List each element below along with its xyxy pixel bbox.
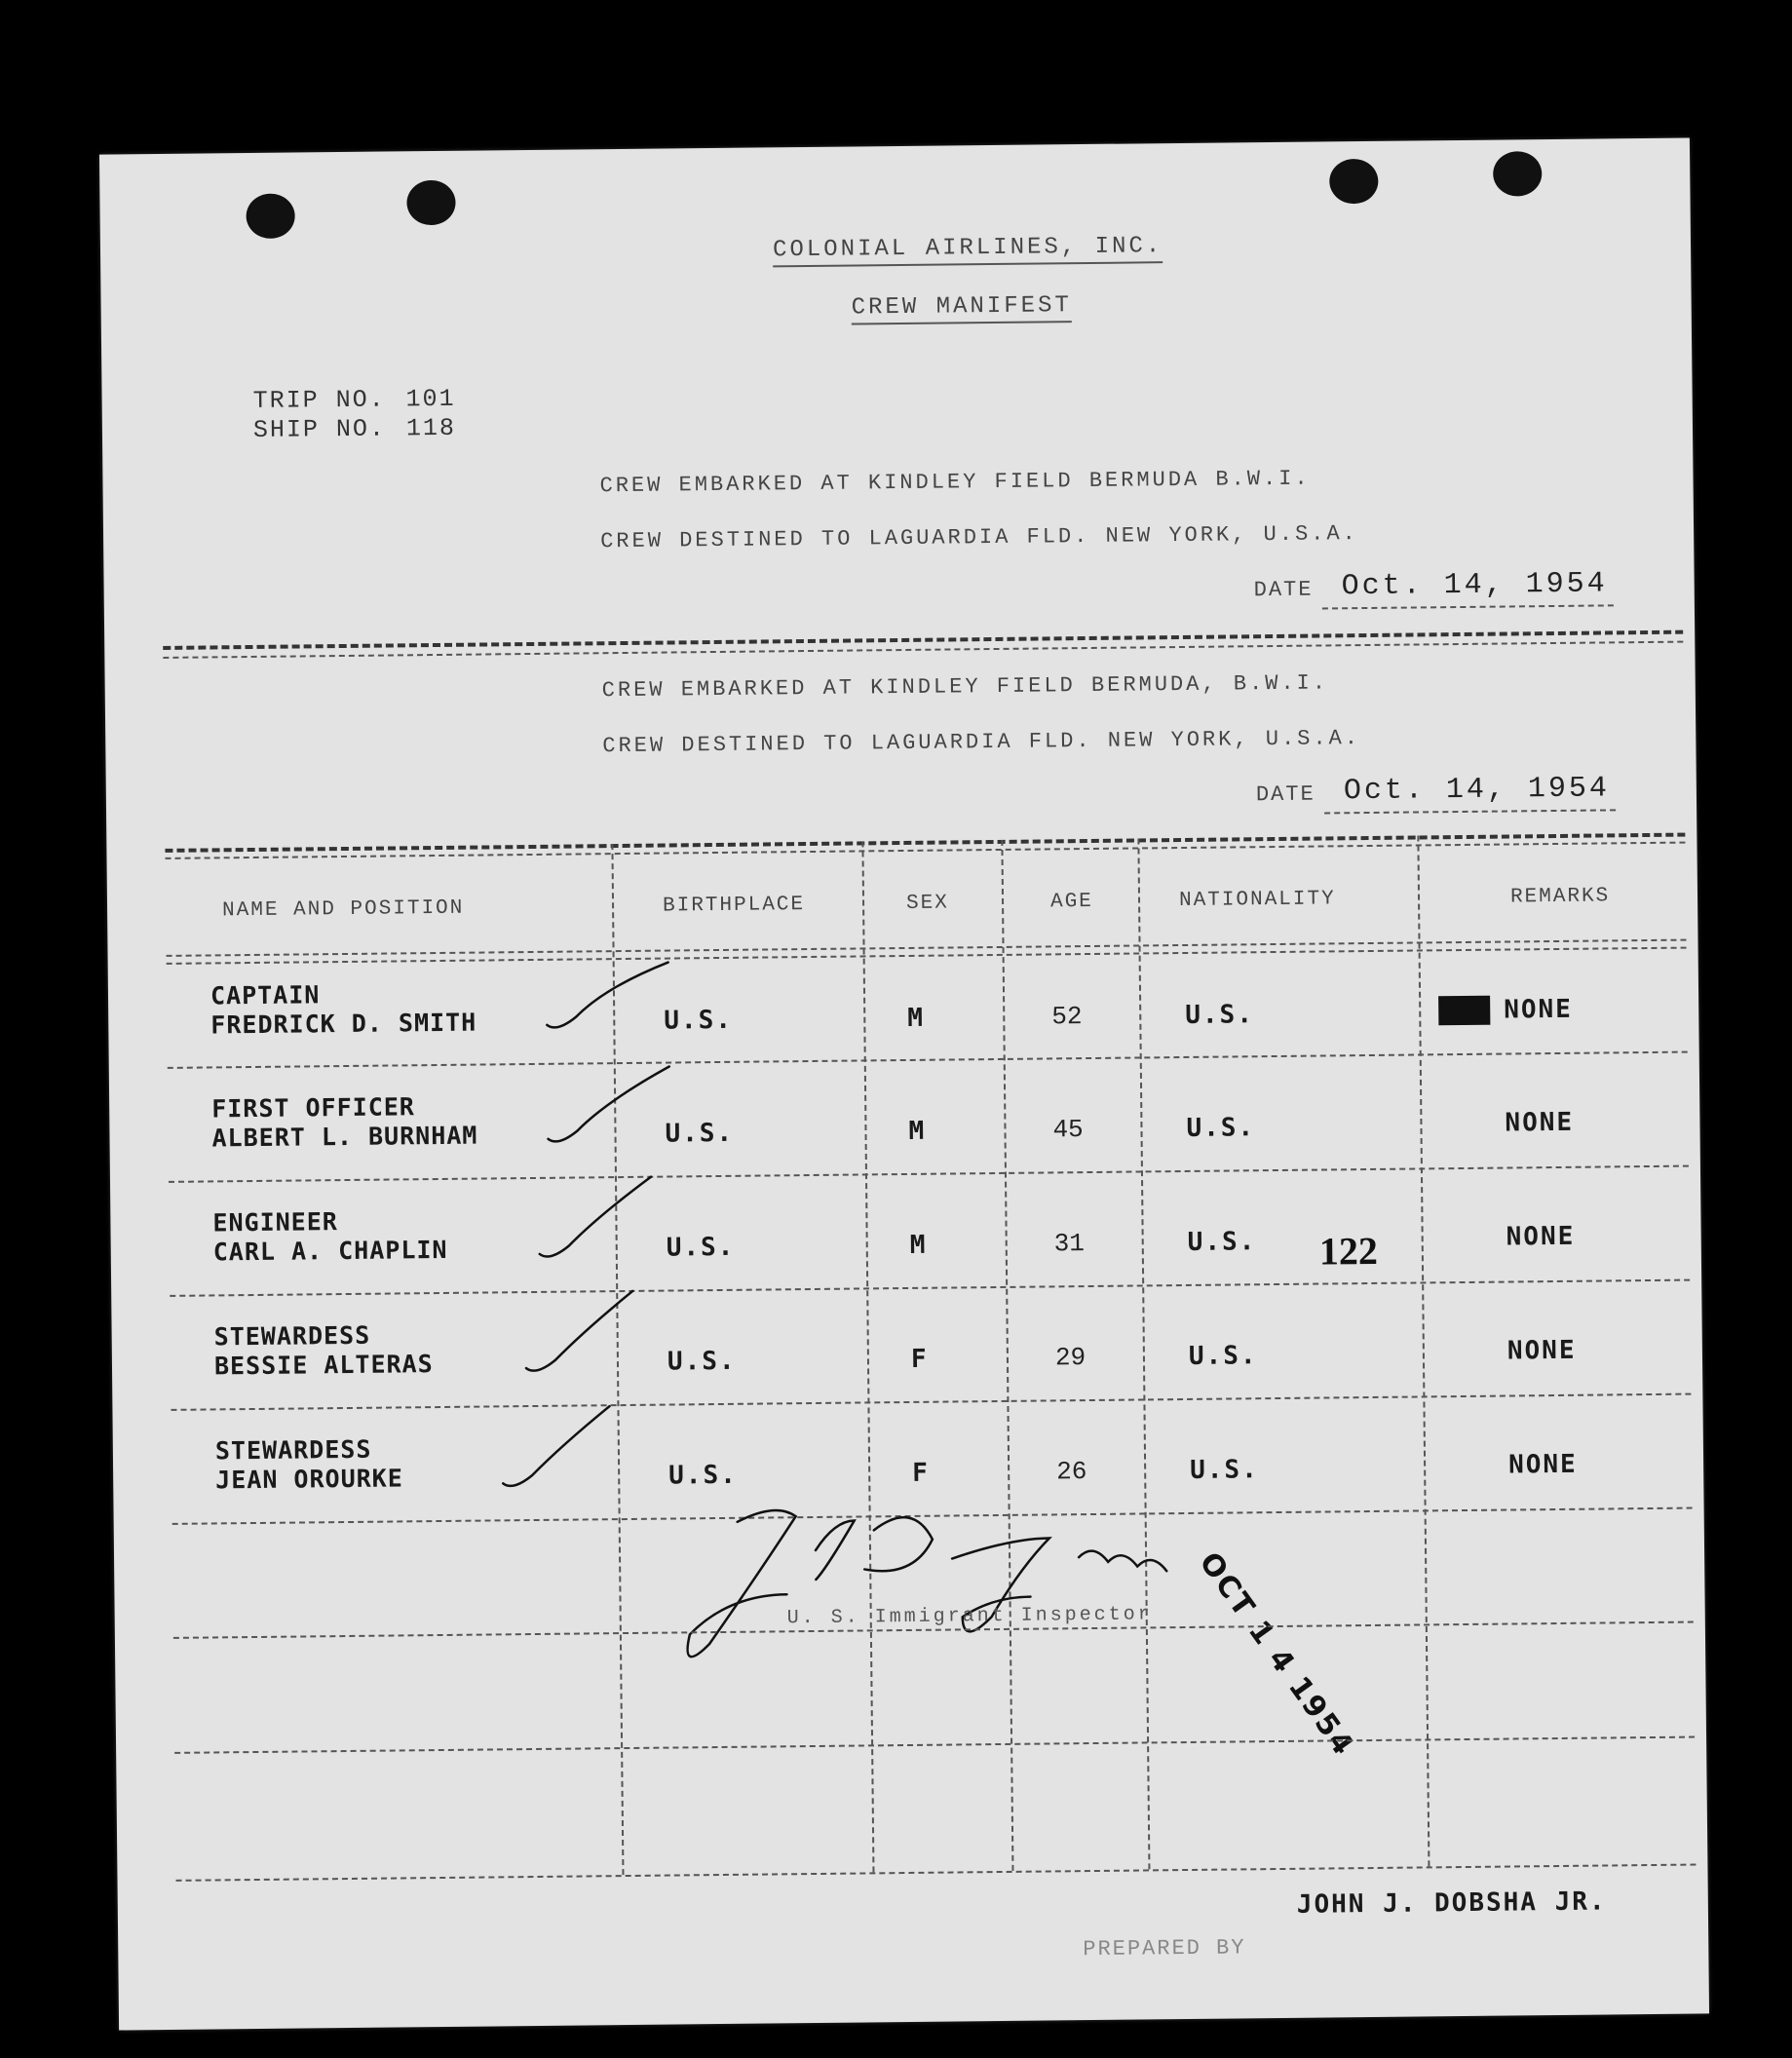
inspector-signature xyxy=(686,1506,1167,1657)
check-mark xyxy=(539,1177,652,1257)
sex-cell: M xyxy=(908,1116,927,1146)
crew-name: BESSIE ALTERAS xyxy=(213,1350,434,1381)
crew-name: JEAN OROURKE xyxy=(215,1464,403,1495)
birthplace-cell: U.S. xyxy=(665,1118,735,1149)
remarks-cell: NONE xyxy=(1504,994,1574,1025)
remarks-cell: NONE xyxy=(1507,1449,1578,1480)
nationality-cell: U.S. xyxy=(1188,1341,1258,1371)
nationality-cell: U.S. xyxy=(1186,1113,1256,1143)
column-header: BIRTHPLACE xyxy=(662,894,806,918)
nationality-cell: U.S. xyxy=(1185,1000,1255,1030)
crew-position: ENGINEER xyxy=(212,1207,339,1238)
sex-cell: M xyxy=(907,1003,926,1033)
age-cell: 52 xyxy=(1051,1002,1083,1032)
sex-cell: F xyxy=(910,1344,929,1374)
sex-cell: F xyxy=(912,1458,930,1488)
stamp-number: 122 xyxy=(1318,1228,1379,1274)
date-value: Oct. 14, 1954 xyxy=(1324,772,1616,814)
column-header: AGE xyxy=(1049,890,1093,914)
column-header: SEX xyxy=(905,892,949,915)
trip-number-label: TRIP NO. xyxy=(252,385,386,415)
sex-cell: M xyxy=(909,1230,928,1260)
column-header: REMARKS xyxy=(1509,885,1611,909)
nationality-cell: U.S. xyxy=(1187,1227,1257,1257)
remarks-cell: NONE xyxy=(1505,1107,1575,1138)
check-mark xyxy=(525,1291,633,1371)
crew-position: FIRST OFFICER xyxy=(211,1092,416,1124)
age-cell: 29 xyxy=(1054,1343,1087,1373)
ship-number-label: SHIP NO. xyxy=(252,414,387,444)
column-header: NATIONALITY xyxy=(1178,888,1336,913)
date-value: Oct. 14, 1954 xyxy=(1322,567,1614,609)
embarked-line: CREW EMBARKED AT KINDLEY FIELD BERMUDA, B.W.I. xyxy=(601,670,1329,704)
remarks-cell: NONE xyxy=(1506,1335,1577,1366)
destined-line: CREW DESTINED TO LAGUARDIA FLD. NEW YORK, U.S.A. xyxy=(600,521,1358,554)
company-name: COLONIAL AIRLINES, INC. xyxy=(773,233,1163,267)
birthplace-cell: U.S. xyxy=(667,1346,737,1377)
column-header: NAME AND POSITION xyxy=(221,896,465,923)
crew-name: FREDRICK D. SMITH xyxy=(210,1008,477,1040)
age-cell: 26 xyxy=(1056,1457,1087,1487)
nationality-cell: U.S. xyxy=(1190,1455,1259,1485)
prepared-by-label: PREPARED BY xyxy=(1083,1935,1246,1963)
crew-name: ALBERT L. BURNHAM xyxy=(211,1121,478,1153)
check-mark xyxy=(502,1406,610,1486)
remarks-strikeout: XXX xyxy=(1438,995,1491,1026)
date-label: DATE xyxy=(1255,781,1315,808)
remarks-cell: NONE xyxy=(1506,1221,1576,1252)
crew-position: STEWARDESS xyxy=(213,1320,371,1352)
inspector-caption: U. S. Immigrant Inspector xyxy=(786,1603,1153,1630)
check-marks xyxy=(99,138,1709,2031)
trip-number: 101 xyxy=(405,384,456,414)
age-cell: 31 xyxy=(1053,1229,1086,1259)
birthplace-cell: U.S. xyxy=(668,1460,738,1491)
date-label: DATE xyxy=(1253,577,1314,603)
inspection-date-stamp: OCT 1 4 1954 xyxy=(1192,1545,1361,1764)
age-cell: 45 xyxy=(1052,1115,1084,1145)
ship-number: 118 xyxy=(405,413,457,443)
birthplace-cell: U.S. xyxy=(666,1232,736,1263)
crew-name: CARL A. CHAPLIN xyxy=(212,1235,448,1267)
preparer-name: JOHN J. DOBSHA JR. xyxy=(1296,1886,1607,1920)
crew-position: STEWARDESS xyxy=(214,1434,372,1466)
birthplace-cell: U.S. xyxy=(664,1005,734,1036)
form-title: CREW MANIFEST xyxy=(852,292,1073,324)
destined-line: CREW DESTINED TO LAGUARDIA FLD. NEW YORK, U.S.A. xyxy=(602,726,1361,759)
check-mark xyxy=(548,1067,670,1142)
check-mark xyxy=(547,963,669,1028)
crew-position: CAPTAIN xyxy=(210,980,321,1010)
manifest-page xyxy=(99,138,1709,2031)
embarked-line: CREW EMBARKED AT KINDLEY FIELD BERMUDA B.W.I. xyxy=(599,466,1311,499)
